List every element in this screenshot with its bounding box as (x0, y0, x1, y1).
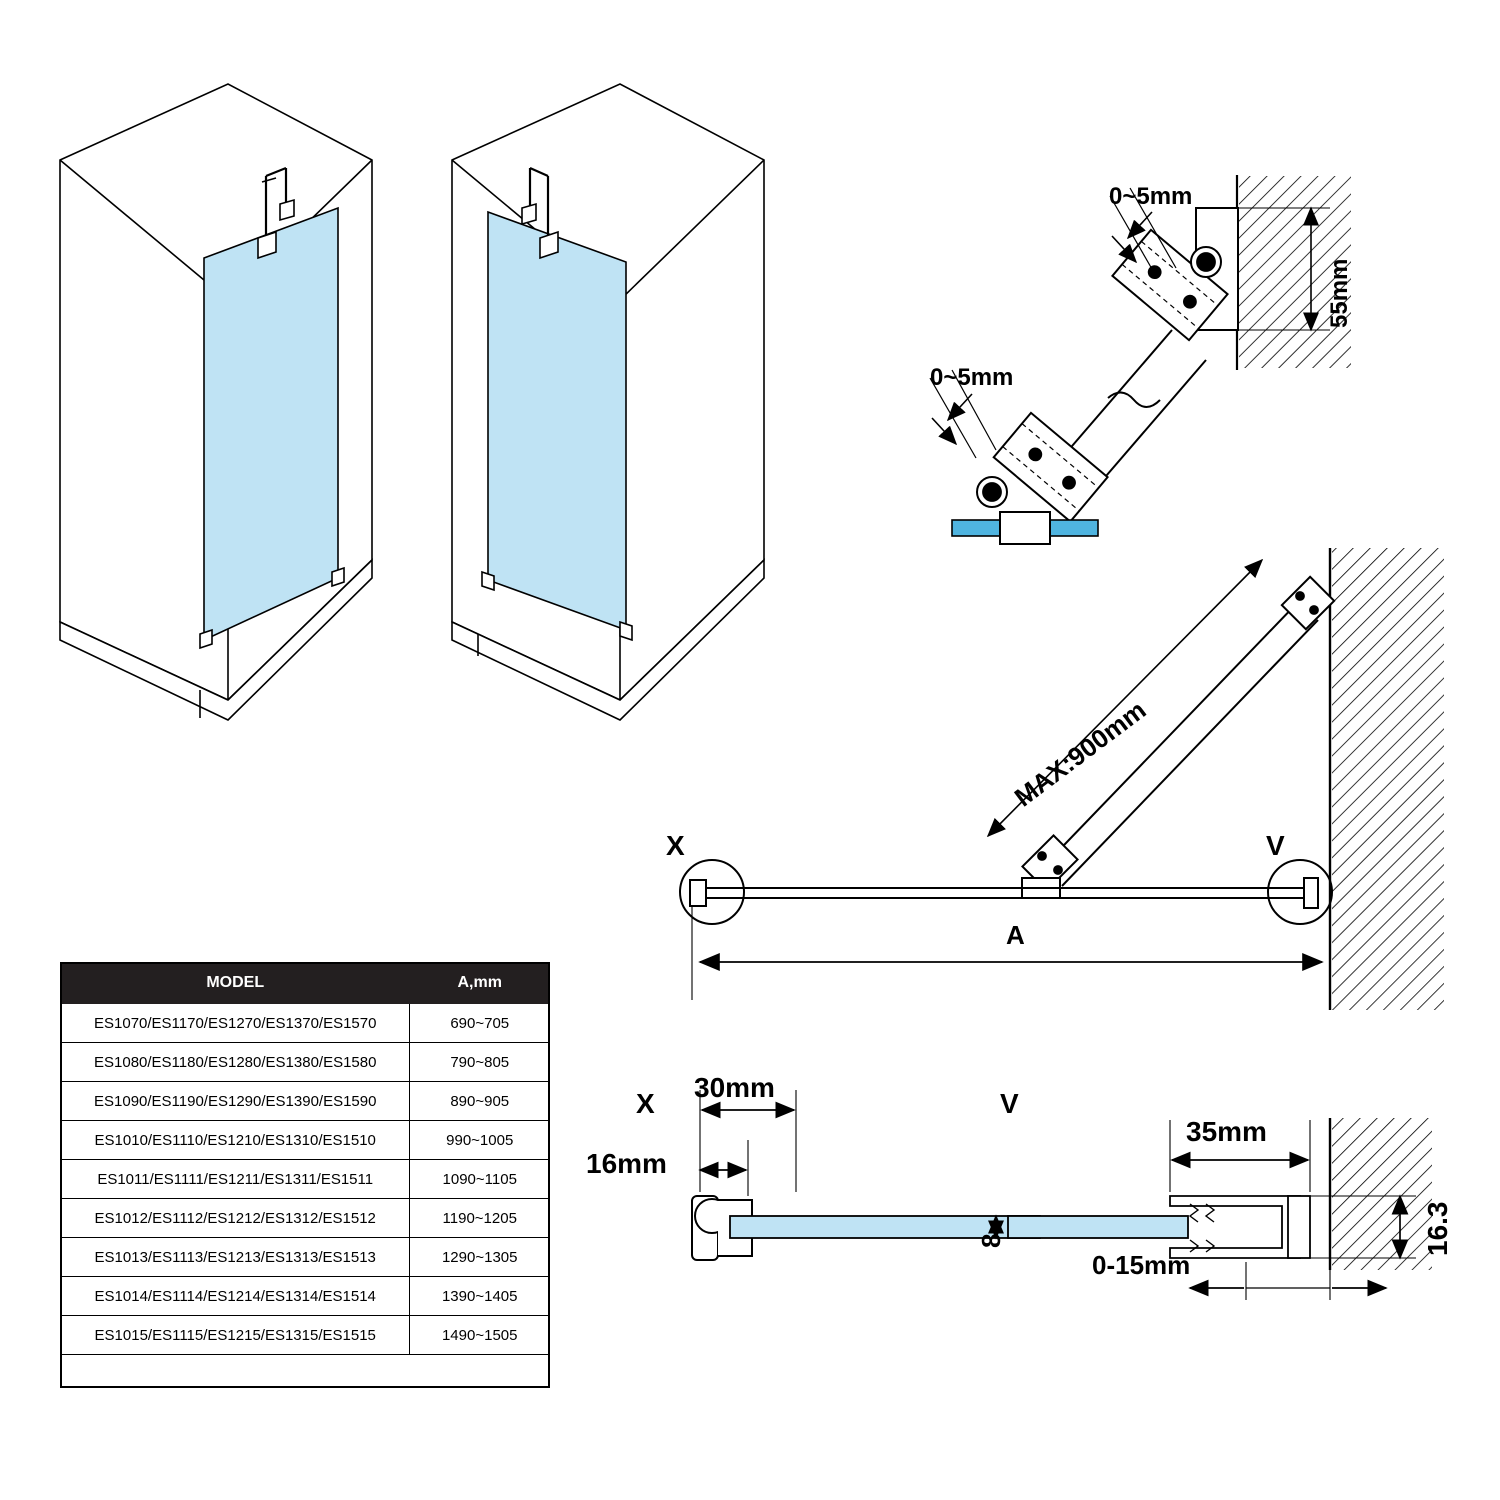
table-row (61, 1199, 550, 1238)
table-row (61, 1121, 550, 1160)
table-row (61, 1160, 550, 1199)
label-detail-v-8mm: 8 (976, 1233, 1006, 1248)
label-detail-v-title: V (1000, 1088, 1019, 1119)
label-detail-x-title: X (636, 1088, 655, 1119)
cell-a: 1190~1205 (410, 1199, 550, 1238)
cell-a: 790~805 (410, 1043, 550, 1082)
cell-a: 1090~1105 (410, 1160, 550, 1199)
table-row (61, 1043, 550, 1082)
cell-a: 1490~1505 (410, 1316, 550, 1355)
enclosure-view-right (452, 84, 764, 720)
table-row (61, 1082, 550, 1121)
cell-model: ES1013/ES1113/ES1213/ES1313/ES1513 (61, 1238, 410, 1277)
cell-model: ES1010/ES1110/ES1210/ES1310/ES1510 (61, 1121, 410, 1160)
bracket-angle-detail (930, 175, 1351, 544)
label-detail-x-callout: X (666, 830, 685, 861)
cell-a: 690~705 (410, 1004, 550, 1043)
cell-model: ES1090/ES1190/ES1290/ES1390/ES1590 (61, 1082, 410, 1121)
table-row (61, 1238, 550, 1277)
enclosure-view-left (60, 84, 372, 720)
label-detail-v-35mm: 35mm (1186, 1116, 1267, 1147)
cell-model: ES1011/ES1111/ES1211/ES1311/ES1511 (61, 1160, 410, 1199)
table-row (61, 1316, 550, 1355)
label-detail-v-16-3: 16.3 (1422, 1201, 1453, 1256)
label-detail-x-30mm: 30mm (694, 1072, 775, 1103)
label-detail-v-callout: V (1266, 830, 1285, 861)
table-header-a: A,mm (410, 963, 550, 1004)
cell-a: 890~905 (410, 1082, 550, 1121)
cell-a: 990~1005 (410, 1121, 550, 1160)
label-detail-v-gap: 0-15mm (1092, 1250, 1191, 1280)
cell-model: ES1070/ES1170/ES1270/ES1370/ES1570 (61, 1004, 410, 1043)
label-detail-x-16mm: 16mm (586, 1148, 667, 1179)
cell-a: 1290~1305 (410, 1238, 550, 1277)
label-bracket-wall-height: 55mm (1326, 258, 1353, 328)
table-row (61, 1004, 550, 1043)
cell-model: ES1012/ES1112/ES1212/ES1312/ES1512 (61, 1199, 410, 1238)
cell-model: ES1014/ES1114/ES1214/ES1314/ES1514 (61, 1277, 410, 1316)
cell-model: ES1015/ES1115/ES1215/ES1315/ES1515 (61, 1316, 410, 1355)
label-width-a: A (1006, 920, 1025, 950)
table-body (61, 1004, 550, 1355)
label-bracket-gap-top: 0~5mm (1109, 183, 1193, 210)
label-max-bar-length: MAX:900mm (1008, 694, 1152, 813)
label-bracket-gap-bottom: 0~5mm (930, 364, 1014, 391)
cell-a: 1390~1405 (410, 1277, 550, 1316)
table-header-row (61, 963, 550, 1004)
model-dimension-table (60, 962, 550, 1355)
table-header-model: MODEL (61, 963, 410, 1004)
table-row (61, 1277, 550, 1316)
cell-model: ES1080/ES1180/ES1280/ES1380/ES1580 (61, 1043, 410, 1082)
